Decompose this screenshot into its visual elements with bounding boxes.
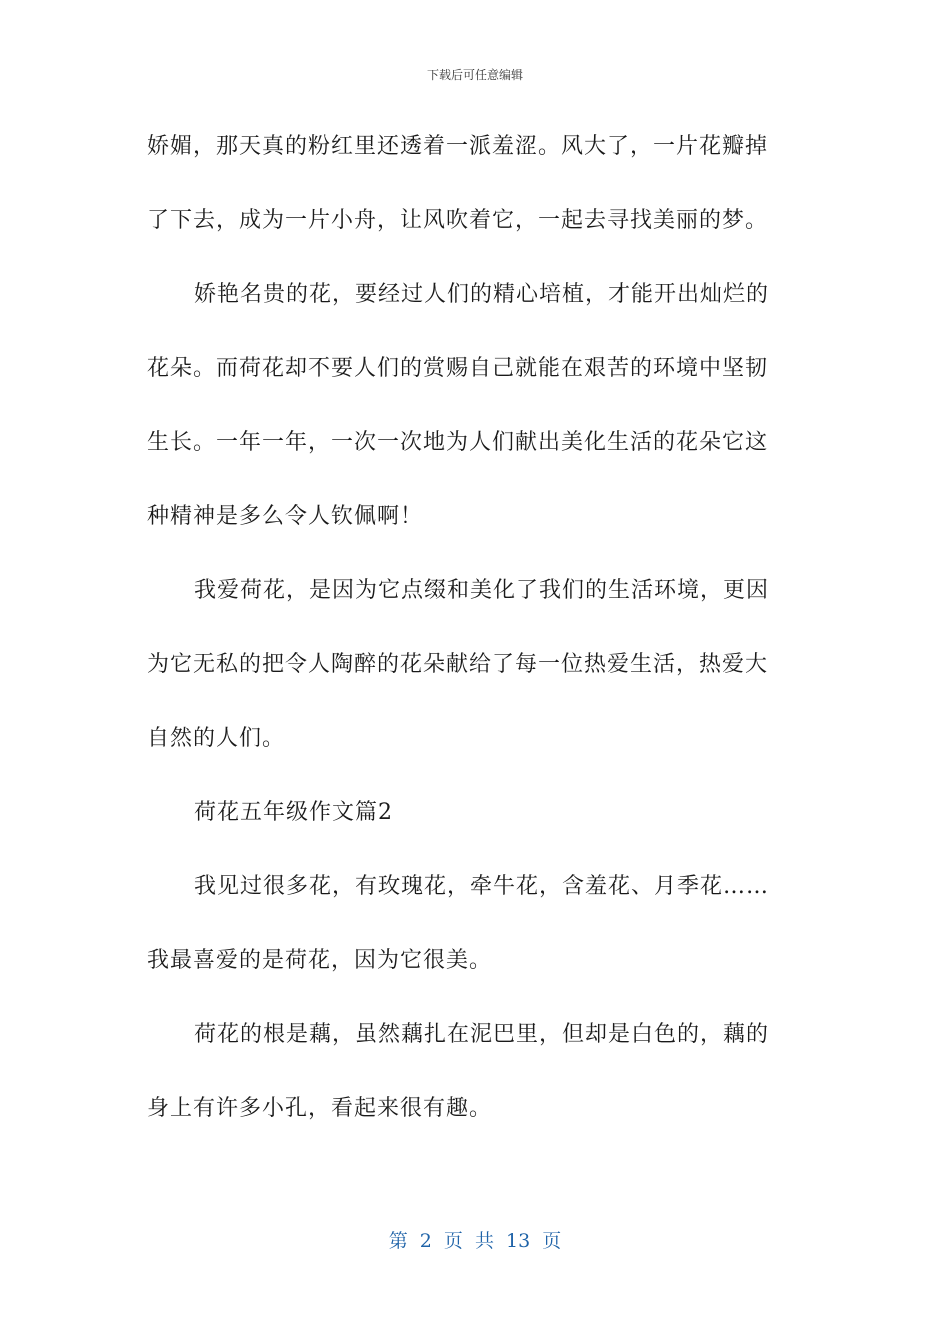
section-heading: 荷花五年级作文篇2 — [194, 800, 393, 825]
document-body — [147, 110, 797, 1146]
text-line: 自然的人们。 — [147, 726, 286, 751]
text-line: 我爱荷花，是因为它点缀和美化了我们的生活环境，更因 — [194, 578, 770, 603]
text-line: 我最喜爱的是荷花，因为它很美。 — [147, 948, 493, 973]
text-line: 种精神是多么令人钦佩啊！ — [147, 504, 424, 529]
text-line: 为它无私的把令人陶醉的花朵献给了每一位热爱生活，热爱大 — [147, 652, 769, 677]
text-line: 我见过很多花，有玫瑰花，牵牛花，含羞花、月季花…… — [194, 874, 770, 899]
text-line: 娇媚，那天真的粉红里还透着一派羞涩。风大了，一片花瓣掉 — [147, 134, 769, 159]
text-line: 花朵。而荷花却不要人们的赏赐自己就能在艰苦的环境中坚韧 — [147, 356, 769, 381]
text-line: 身上有许多小孔，看起来很有趣。 — [147, 1096, 493, 1121]
text-line: 了下去，成为一片小舟，让风吹着它，一起去寻找美丽的梦。 — [147, 208, 769, 233]
page-number-footer: 第 2 页 共 13 页 — [388, 1230, 562, 1252]
text-line: 娇艳名贵的花，要经过人们的精心培植，才能开出灿烂的 — [194, 282, 770, 307]
text-line: 荷花的根是藕，虽然藕扎在泥巴里，但却是白色的，藕的 — [194, 1022, 770, 1047]
text-line: 生长。一年一年，一次一次地为人们献出美化生活的花朵它这 — [147, 430, 769, 455]
page-header: 下载后可任意编辑 — [426, 68, 523, 82]
